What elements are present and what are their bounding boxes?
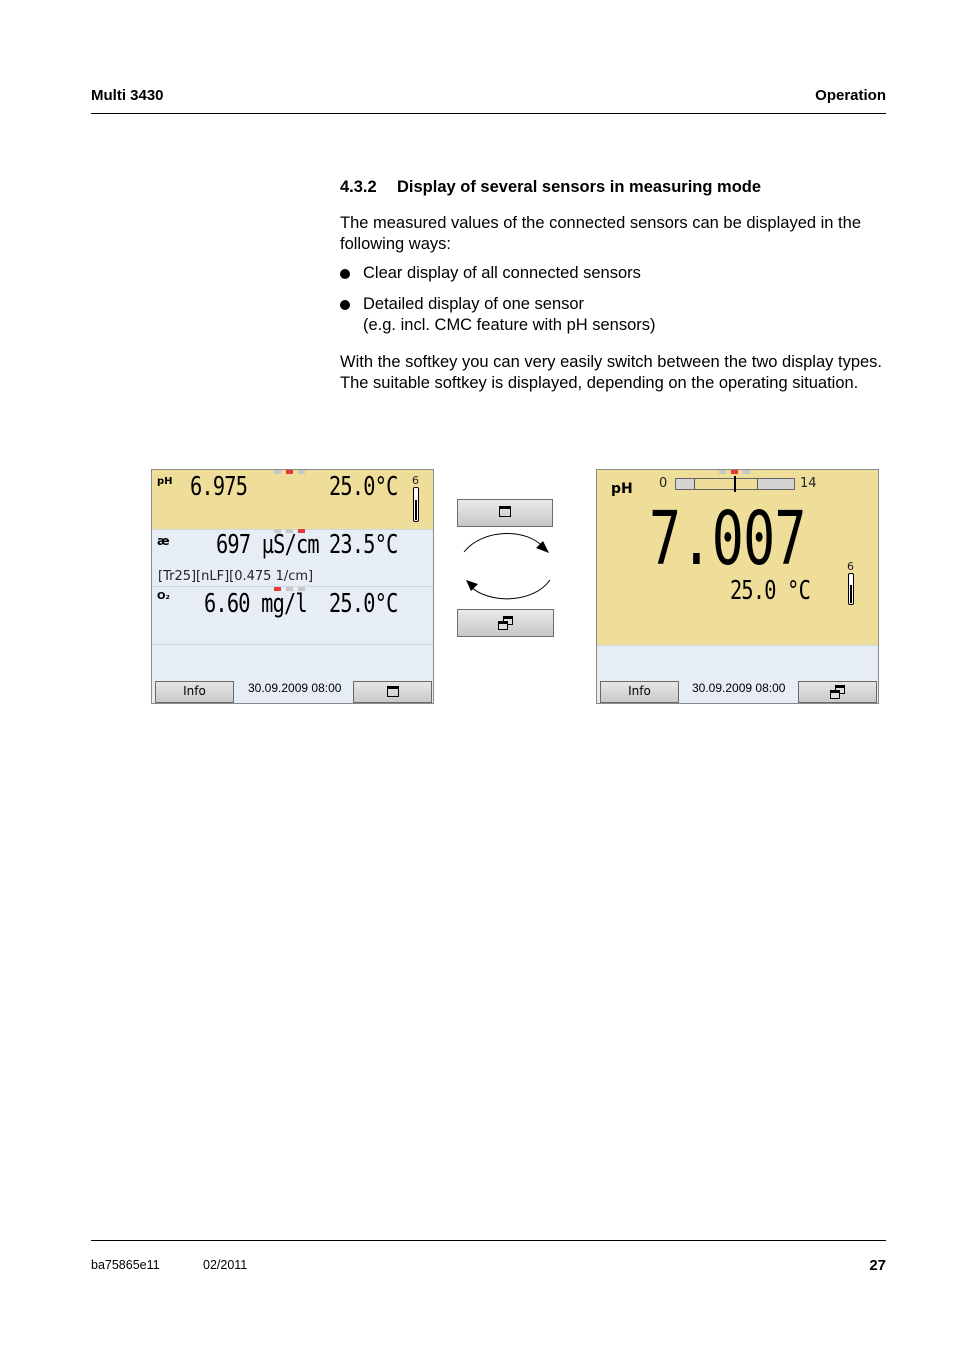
bullet-dot-icon <box>340 300 350 310</box>
footer-date: 02/2011 <box>203 1258 248 1272</box>
ph-temperature: 25.0 °C <box>730 576 811 606</box>
page-number: 27 <box>869 1257 886 1274</box>
scale-max: 14 <box>800 476 817 491</box>
bullet-text: Detailed display of one sensor <box>363 295 585 313</box>
thermo-digit: 6 <box>412 474 419 487</box>
intro-paragraph: The measured values of the connected sensors can be displayed in the following ways: <box>340 214 861 253</box>
ph-scale-bar <box>675 478 795 490</box>
info-softkey[interactable]: Info <box>155 681 234 703</box>
multi-window-icon <box>830 685 846 699</box>
date-time: 30.09.2009 08:00 <box>692 681 786 695</box>
bullet-text: Clear display of all connected sensors <box>363 264 641 282</box>
switch-arrows-icon <box>458 528 558 608</box>
multi-sensor-display <box>151 469 434 704</box>
scale-needle <box>734 476 736 492</box>
single-view-softkey[interactable] <box>353 681 432 703</box>
ph-temperature: 25.0°C <box>329 472 398 502</box>
bullet-dot-icon <box>340 269 350 279</box>
conductivity-settings: [Tr25][nLF][0.475 1/cm] <box>158 569 314 584</box>
conductivity-row <box>152 529 433 587</box>
oxygen-row <box>152 586 433 645</box>
thermometer-icon <box>848 573 854 605</box>
conductivity-value: 697 µS/cm <box>216 530 319 560</box>
multi-window-icon <box>498 616 514 630</box>
header-product: Multi 3430 <box>91 87 164 104</box>
ph-symbol: pH <box>157 476 173 487</box>
bullet-subtext: (e.g. incl. CMC feature with pH sensors) <box>363 316 656 334</box>
oxygen-temperature: 25.0°C <box>329 589 398 619</box>
conductivity-symbol: æ <box>157 534 170 548</box>
thermo-digit: 6 <box>847 560 854 573</box>
switch-to-multi-key[interactable] <box>457 609 554 637</box>
single-sensor-display <box>596 469 879 704</box>
ph-symbol: pH <box>611 481 633 497</box>
section-title: Display of several sensors in measuring mode <box>397 178 762 196</box>
header-chapter: Operation <box>815 87 886 104</box>
thermometer-icon <box>413 487 419 522</box>
ph-detail-area <box>597 470 878 645</box>
ph-row <box>152 470 433 529</box>
ph-value: 6.975 <box>190 472 248 502</box>
multi-view-softkey[interactable] <box>798 681 877 703</box>
section-number: 4.3.2 <box>340 178 377 196</box>
header-rule <box>91 113 886 114</box>
scale-min: 0 <box>659 476 668 491</box>
oxygen-symbol: O₂ <box>157 591 170 602</box>
conductivity-temperature: 23.5°C <box>329 530 398 560</box>
date-time: 30.09.2009 08:00 <box>248 681 342 695</box>
single-window-icon <box>387 686 399 697</box>
ph-big-value: 7.007 <box>649 496 806 582</box>
oxygen-value: 6.60 mg/l <box>204 589 307 619</box>
footer-rule <box>91 1240 886 1241</box>
softkey-paragraph: With the softkey you can very easily switch between the two display types. The suitable softkey is displayed, depending on the operating situation. <box>340 353 883 392</box>
ph-status-marks <box>274 470 304 474</box>
footer-doc-id: ba75865e11 <box>91 1258 160 1272</box>
switch-to-single-key[interactable] <box>457 499 553 527</box>
ph-status-marks <box>719 470 749 474</box>
info-softkey[interactable]: Info <box>600 681 679 703</box>
single-window-icon <box>499 506 511 517</box>
